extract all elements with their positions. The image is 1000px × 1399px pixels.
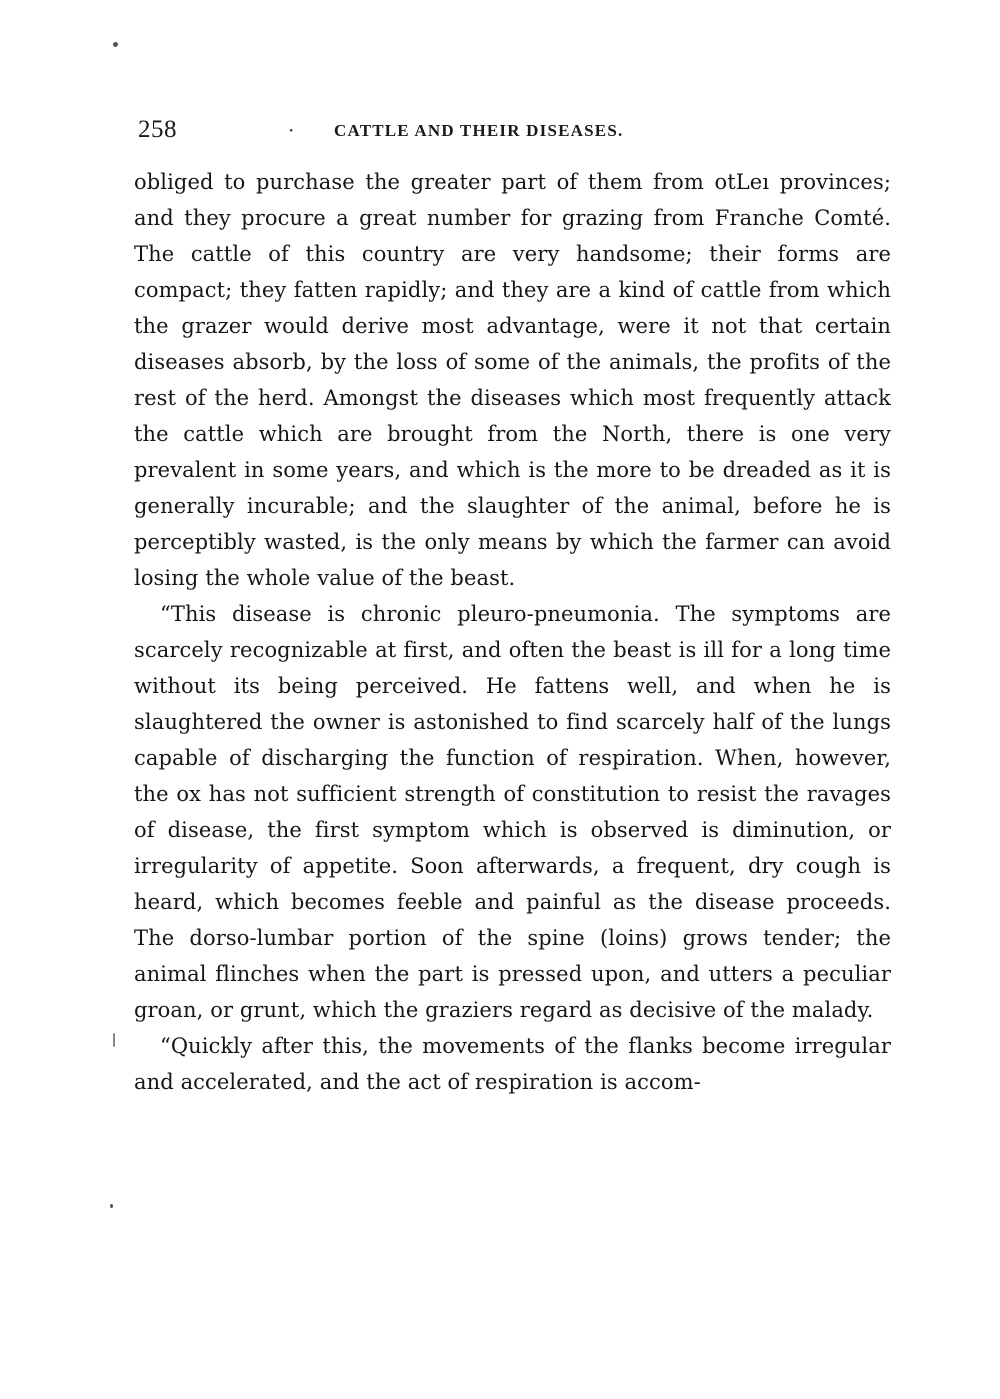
page-header xyxy=(138,116,890,148)
header-separator: · xyxy=(288,118,295,142)
scan-speck xyxy=(113,1033,115,1047)
running-title: CATTLE AND THEIR DISEASES. xyxy=(334,121,624,140)
page-number: 258 xyxy=(138,116,177,143)
scan-speck xyxy=(110,1204,113,1208)
paragraph-2: “This disease is chronic pleuro-pneumonia. The symptoms are scarcely recognizable at first, and often the beast is ill for a long time without its being perceived. He fattens well, and when he is slaughtered the owner is astonished to find scarcely half of the lungs capable of discharging the function of respiration. When, however, the ox has not sufficient strength of constitution to resist the ravages of disease, the first symptom which is observed is diminution, or irregularity of appetite. Soon afterwards, a frequent, dry cough is heard, which becomes feeble and painful as the disease proceeds. The dorso-lumbar portion of the spine (loins) grows tender; the animal flinches when the part is pressed upon, and utters a peculiar groan, or grunt, which the graziers regard as decisive of the malady. xyxy=(134,602,891,1022)
body-text xyxy=(134,164,891,1100)
paragraph-3: “Quickly after this, the movements of the flanks become irregular and accelerated, and the act of respiration is accom- xyxy=(134,1034,891,1094)
paragraph-1: obliged to purchase the greater part of them from otLeı provinces; and they procure a great number for grazing from Franche Comté. The cattle of this country are very handsome; their forms are compact; they fatten rapidly; and they are a kind of cattle from which the grazer would derive most advantage, were it not that certain diseases absorb, by the loss of some of the animals, the profits of the rest of the herd. Amongst the diseases which most frequently attack the cattle which are brought from the North, there is one very prevalent in some years, and which is the more to be dreaded as it is generally incurable; and the slaughter of the animal, before he is perceptibly wasted, is the only means by which the farmer can avoid losing the whole value of the beast. xyxy=(134,170,891,590)
scan-speck xyxy=(113,42,118,47)
